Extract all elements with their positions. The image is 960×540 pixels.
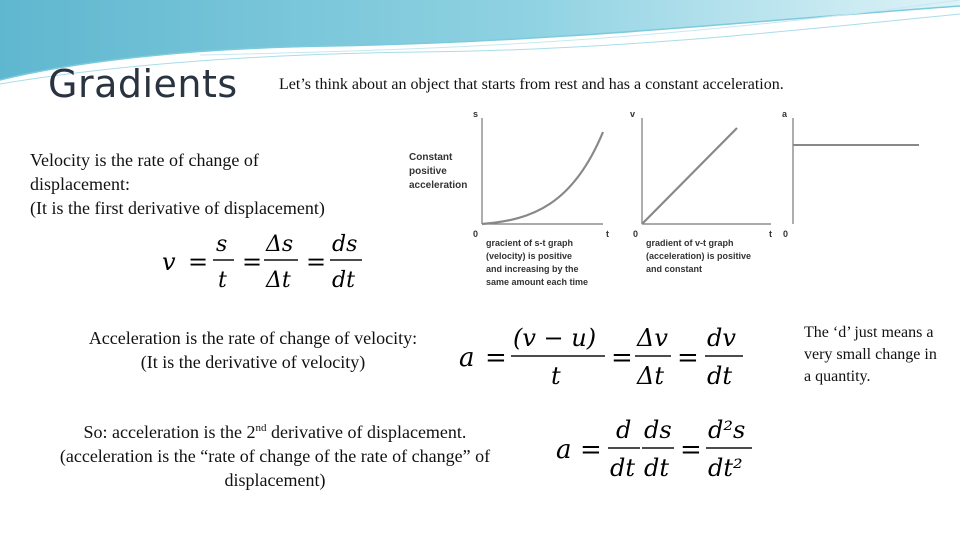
eq-v: v [162,248,176,276]
intro-text: Let’s think about an object that starts from rest and has a constant acceleration. [279,76,784,93]
eq-t: t [218,268,227,293]
vt-caption-line-2: (acceleration) is positive [646,251,752,261]
eq-dv: dv [707,324,736,352]
eq2-equals-2: = [680,435,702,465]
eq2-d2s: d²s [708,416,746,444]
st-caption-line-2: (velocity) is positive [486,251,573,261]
second-derivative-equation [552,412,762,488]
eq-acc-equals-2: = [611,343,633,373]
st-caption-line-1: gracient of s-t graph [486,238,574,248]
st-caption-line-3: and increasing by the [486,264,579,274]
d-meaning-note: The ‘d’ just means a very small change in a quantity. [804,324,937,385]
vt-axis-v: v [630,109,636,119]
vt-caption-line-1: gradient of v-t graph [646,238,734,248]
st-axis-t: t [606,229,609,239]
eq-acc-equals-1: = [485,343,507,373]
eq2-d: d [616,416,632,444]
eq2-dt2: dt² [708,454,743,482]
at-graph [782,109,919,239]
acceleration-definition: Acceleration is the rate of change of velocity: [88,328,418,348]
st-axis-s: s [473,109,479,119]
eq-dt: dt [332,268,355,293]
second-derivative-statement [40,416,510,444]
vt-caption-line-3: and constant [646,264,703,274]
label-positive: positive [409,166,447,177]
eq-equals-1: = [188,248,209,276]
vt-axis-t: t [769,229,772,239]
velocity-paragraph [30,148,330,220]
st-graph [473,109,609,287]
eq-s: s [216,232,228,257]
vt-zero: 0 [633,229,639,239]
label-constant: Constant [409,152,453,163]
second-derivative-explanation: (acceleration is the “rate of change of the rate of change” of displacement) [59,446,491,490]
vt-graph [630,109,772,274]
label-acceleration: acceleration [409,180,468,191]
eq-acc-equals-3: = [677,343,699,373]
eq2-dt-1: dt [610,454,636,482]
at-zero: 0 [783,229,789,239]
eq-ds: ds [332,232,358,257]
motion-graphs-figure [403,104,935,294]
acceleration-equation [455,318,755,394]
eq-acc-dt: dt [707,362,733,390]
eq-delta-t: Δt [266,268,291,293]
eq-acc-t: t [551,362,561,390]
eq-delta-s: Δs [266,232,294,257]
eq-equals-3: = [306,248,327,276]
eq2-a: a [556,435,572,465]
st-curve [482,132,603,224]
eq-acc-delta-t: Δt [637,362,664,390]
slide-title: Gradients [48,62,238,106]
second-deriv-text-post: derivative of displacement. [266,422,467,442]
velocity-derivative-note: (It is the first derivative of displacement) [30,198,325,218]
eq-a: a [459,343,475,373]
eq2-dt-2: dt [644,454,670,482]
second-derivative-paragraph [40,416,510,492]
st-zero: 0 [473,229,479,239]
eq-equals-2: = [242,248,263,276]
second-deriv-text-pre: So: acceleration is the 2 [83,422,256,442]
velocity-equation [158,224,368,296]
vt-line [642,128,737,224]
acceleration-derivative-note: (It is the derivative of velocity) [140,352,366,372]
eq-delta-v: Δv [637,324,668,352]
st-caption-line-4: same amount each time [486,277,589,287]
eq-v-minus-u: (v − u) [513,324,597,352]
eq2-equals-1: = [580,435,602,465]
at-axis-a: a [782,109,788,119]
velocity-definition: Velocity is the rate of change of displacement: [30,150,259,194]
acceleration-paragraph [58,326,448,374]
eq2-ds: ds [644,416,672,444]
second-deriv-superscript: nd [255,422,267,434]
